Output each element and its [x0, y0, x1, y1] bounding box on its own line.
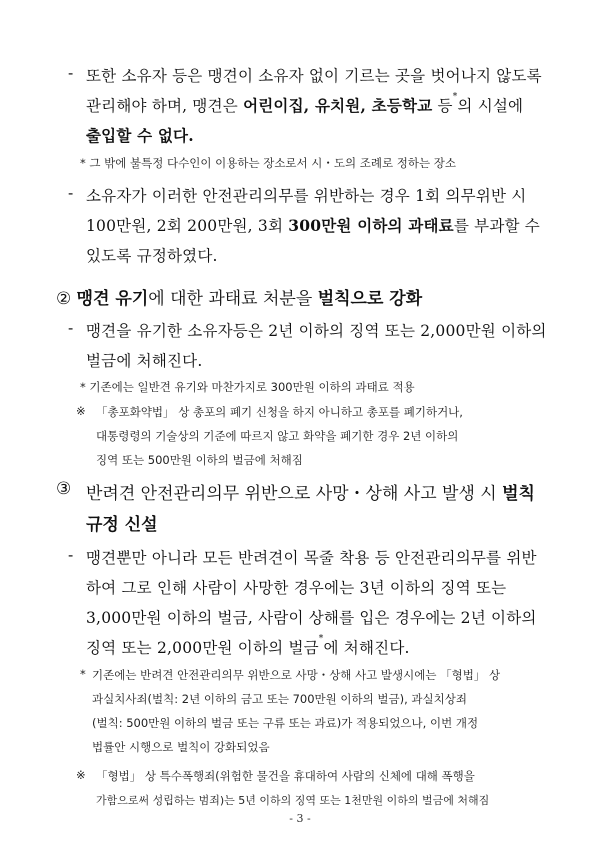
dash-marker: - — [68, 546, 74, 564]
dash-marker: - — [68, 64, 74, 82]
text-line: 반려견 안전관리의무 위반으로 사망・상해 사고 발생 시 벌칙 — [86, 484, 535, 504]
text-line: 하여 그로 인해 사람이 사망한 경우에는 3년 이하의 징역 또는 — [86, 579, 507, 597]
dash-marker: - — [68, 184, 74, 202]
text-line: 징역 또는 2,000만원 이하의 벌금*에 처해진다. — [86, 634, 410, 657]
text-line: 법률안 시행으로 벌칙이 강화되었음 — [92, 740, 270, 754]
text-line: 가함으로써 성립하는 범죄)는 5년 이하의 징역 또는 1천만원 이하의 벌금에 처해짐 — [96, 794, 490, 807]
text-line: 소유자가 이러한 안전관리의무를 위반하는 경우 1회 의무위반 시 — [86, 187, 527, 205]
text-line: 있도록 규정하였다. — [86, 247, 218, 265]
text-line: 맹견을 유기한 소유자등은 2년 이하의 징역 또는 2,000만원 이하의 — [86, 322, 547, 340]
text-line: 출입할 수 없다. — [86, 126, 194, 145]
text-line: 맹견뿐만 아니라 모든 반려견이 목줄 착용 등 안전관리의무를 위반 — [86, 549, 537, 567]
text-line: 벌금에 처해진다. — [86, 352, 203, 370]
text-line: 관리해야 하며, 맹견은 어린이집, 유치원, 초등학교 등*의 시설에 — [86, 92, 524, 115]
section-number: ③ — [56, 479, 72, 499]
text-line: 대통령령의 기술상의 기준에 따르지 않고 화약을 폐기한 경우 2년 이하의 — [96, 429, 459, 443]
footnote: * 기존에는 일반견 유기와 마찬가지로 300만원 이하의 과태료 적용 — [80, 380, 415, 394]
reference-mark: ※ — [76, 404, 86, 418]
text-line: 「총포화약법」 상 총포의 폐기 신청을 하지 아니하고 총포를 폐기하거나, — [96, 405, 463, 419]
text-line: 또한 소유자 등은 맹견이 소유자 없이 기르는 곳을 벗어나지 않도록 — [86, 67, 542, 85]
text-line: (벌칙: 500만원 이하의 벌금 또는 구류 또는 과료)가 적용되었으나, 이번 개정 — [92, 716, 479, 730]
text-line: 규정 신설 — [86, 515, 158, 535]
section-number: ② — [56, 289, 72, 309]
text-line: 「형법」 상 특수폭행죄(위험한 물건을 휴대하여 사람의 신체에 대해 폭행을 — [96, 769, 475, 783]
page-number: - 3 - — [289, 812, 311, 825]
dash-marker: - — [68, 319, 74, 337]
text-line: 과실치사죄(벌칙: 2년 이하의 금고 또는 700만원 이하의 벌금), 과실치상죄 — [92, 692, 467, 706]
footnote-mark: * — [80, 667, 86, 681]
text-line: 100만원, 2회 200만원, 3회 300만원 이하의 과태료를 부과할 수 — [86, 216, 540, 235]
text-line: 3,000만원 이하의 벌금, 사람이 상해를 입은 경우에는 2년 이하의 — [86, 609, 537, 627]
text-line: 징역 또는 500만원 이하의 벌금에 처해짐 — [96, 453, 303, 467]
footnote: * 그 밖에 불특정 다수인이 이용하는 장소로서 시・도의 조례로 정하는 장소 — [80, 156, 456, 170]
text-line: 기존에는 반려견 안전관리의무 위반으로 사망・상해 사고 발생시에는 「형법」 상 — [92, 668, 501, 682]
reference-mark: ※ — [76, 768, 86, 782]
section-heading-2: ② 맹견 유기에 대한 과태료 처분을 벌칙으로 강화 — [56, 289, 423, 309]
